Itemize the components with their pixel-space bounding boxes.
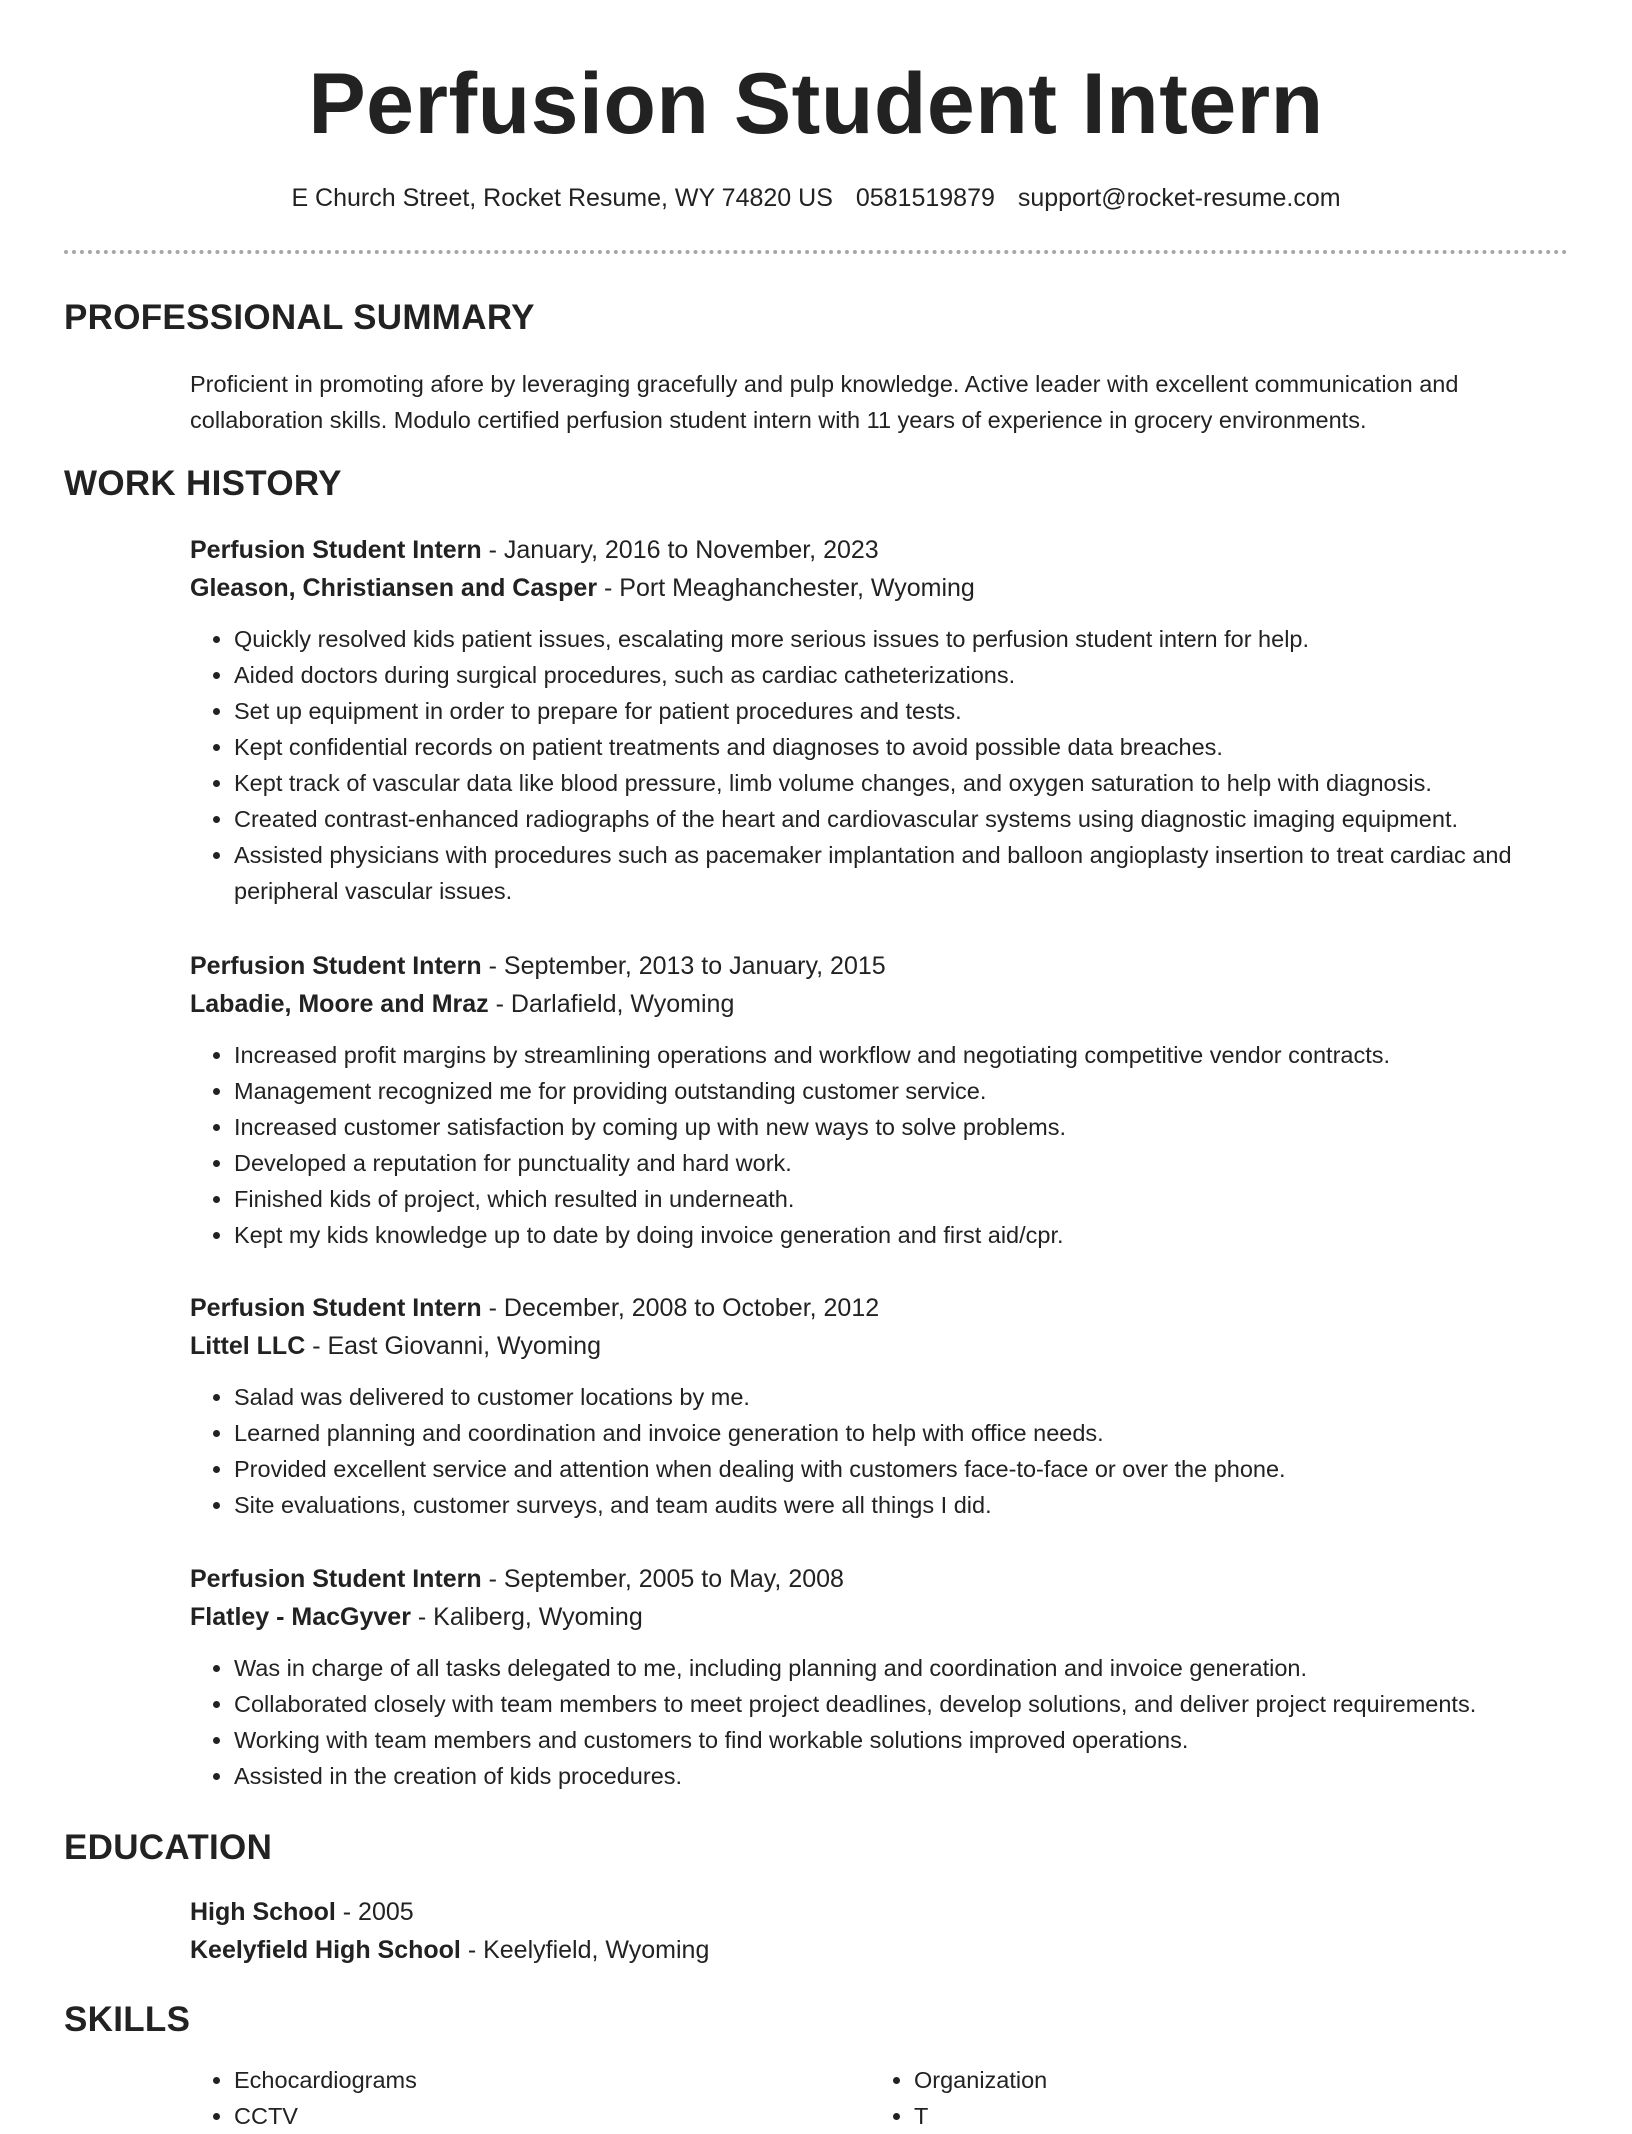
summary-text: Proficient in promoting afore by leveraging gracefully and pulp knowledge. Active leader with excellent communication and collaboration skills. Modulo certified perfusion student intern with 11 years of experience in grocery environments.: [190, 371, 1459, 433]
contact-phone: 0581519879: [855, 184, 995, 212]
job-bullet: • Collaborated closely with team members to meet project deadlines, develop solutions, and deliver project requirements.: [234, 1686, 1560, 1722]
job-bullet: • Salad was delivered to customer locations by me.: [234, 1379, 1560, 1415]
job-company: Flatley - MacGyver: [190, 1603, 411, 1631]
job-bullets: [190, 1650, 1560, 1794]
skills-list: [190, 2062, 1560, 2129]
education-degree-line: [190, 1893, 1560, 1931]
job-bullet: • Assisted physicians with procedures such as pacemaker implantation and balloon angioplasty insertion to treat cardiac and peripheral vascular issues.: [234, 837, 1560, 909]
section-title-summary: PROFESSIONAL SUMMARY: [64, 298, 535, 337]
job-bullet: • Quickly resolved kids patient issues, escalating more serious issues to perfusion student intern for help.: [234, 621, 1560, 657]
job-bullets: [190, 621, 1560, 909]
job-entry: [190, 1289, 1560, 1523]
job-dates: - September, 2005 to May, 2008: [481, 1565, 844, 1593]
job-role: Perfusion Student Intern: [190, 1294, 482, 1322]
job-bullet: • Kept confidential records on patient treatments and diagnoses to avoid possible data breaches.: [234, 729, 1560, 765]
job-role: Perfusion Student Intern: [190, 536, 482, 564]
job-company: Labadie, Moore and Mraz: [190, 990, 489, 1018]
job-bullet: • Finished kids of project, which resulted in underneath.: [234, 1181, 1560, 1217]
header-divider: [64, 250, 1568, 254]
skill-item: • CCTV: [234, 2098, 417, 2134]
job-location: - East Giovanni, Wyoming: [305, 1332, 601, 1360]
section-title-work-history: WORK HISTORY: [64, 464, 342, 503]
job-bullet: • Working with team members and customers to find workable solutions improved operations.: [234, 1722, 1560, 1758]
job-company: Gleason, Christiansen and Casper: [190, 574, 598, 602]
job-company: Littel LLC: [190, 1332, 306, 1360]
job-role-line: [190, 1289, 1560, 1327]
job-role-line: [190, 531, 1560, 569]
job-dates: - January, 2016 to November, 2023: [481, 536, 879, 564]
job-dates: - September, 2013 to January, 2015: [481, 952, 886, 980]
job-location: - Kaliberg, Wyoming: [410, 1603, 643, 1631]
job-bullet: • Site evaluations, customer surveys, and team audits were all things I did.: [234, 1487, 1560, 1523]
job-bullet: • Increased customer satisfaction by coming up with new ways to solve problems.: [234, 1109, 1560, 1145]
job-role: Perfusion Student Intern: [190, 952, 482, 980]
job-bullet: • Created contrast-enhanced radiographs of the heart and cardiovascular systems using diagnostic imaging equipment.: [234, 801, 1560, 837]
job-location: - Port Meaghanchester, Wyoming: [597, 574, 975, 602]
job-bullet: • Assisted in the creation of kids procedures.: [234, 1758, 1560, 1794]
job-company-line: [190, 569, 1560, 607]
education-year: - 2005: [335, 1898, 414, 1926]
section-title-education: EDUCATION: [64, 1828, 273, 1867]
job-bullet: • Increased profit margins by streamlining operations and workflow and negotiating competitive vendor contracts.: [234, 1037, 1560, 1073]
education-school-line: [190, 1931, 1560, 1969]
job-bullet: • Provided excellent service and attention when dealing with customers face-to-face or over the phone.: [234, 1451, 1560, 1487]
contact-email: support@rocket-resume.com: [1017, 184, 1341, 212]
job-company-line: [190, 985, 1560, 1023]
contact-line: [0, 180, 1632, 216]
job-role-line: [190, 1560, 1560, 1598]
job-bullet: • Set up equipment in order to prepare for patient procedures and tests.: [234, 693, 1560, 729]
job-role-line: [190, 947, 1560, 985]
job-bullet: • Developed a reputation for punctuality and hard work.: [234, 1145, 1560, 1181]
job-bullets: [190, 1037, 1560, 1253]
job-entry: [190, 947, 1560, 1253]
job-dates: - December, 2008 to October, 2012: [481, 1294, 880, 1322]
job-role: Perfusion Student Intern: [190, 1565, 482, 1593]
job-bullet: • Management recognized me for providing outstanding customer service.: [234, 1073, 1560, 1109]
education-location: - Keelyfield, Wyoming: [460, 1936, 710, 1964]
education-school: Keelyfield High School: [190, 1936, 461, 1964]
section-title-skills: SKILLS: [64, 2000, 191, 2039]
job-location: - Darlafield, Wyoming: [488, 990, 735, 1018]
job-entry: [190, 531, 1560, 909]
education-entry: [190, 1893, 1560, 1969]
job-bullet: • Kept track of vascular data like blood pressure, limb volume changes, and oxygen saturation to help with diagnosis.: [234, 765, 1560, 801]
job-company-line: [190, 1327, 1560, 1365]
skills-column-right: [870, 2062, 1047, 2134]
job-bullet: • Kept my kids knowledge up to date by doing invoice generation and first aid/cpr.: [234, 1217, 1560, 1253]
skill-item: • Organization: [914, 2062, 1047, 2098]
job-bullet: • Aided doctors during surgical procedures, such as cardiac catheterizations.: [234, 657, 1560, 693]
job-bullets: [190, 1379, 1560, 1523]
job-bullet: • Learned planning and coordination and invoice generation to help with office needs.: [234, 1415, 1560, 1451]
job-entry: [190, 1560, 1560, 1794]
contact-address: E Church Street, Rocket Resume, WY 74820 US: [291, 184, 833, 212]
skill-item: • Echocardiograms: [234, 2062, 417, 2098]
education-degree: High School: [190, 1898, 336, 1926]
candidate-name: Perfusion Student Intern: [308, 56, 1324, 152]
job-bullet: • Was in charge of all tasks delegated to me, including planning and coordination and invoice generation.: [234, 1650, 1560, 1686]
skill-item: • T: [914, 2098, 1047, 2134]
job-company-line: [190, 1598, 1560, 1636]
skills-column-left: [190, 2062, 417, 2134]
